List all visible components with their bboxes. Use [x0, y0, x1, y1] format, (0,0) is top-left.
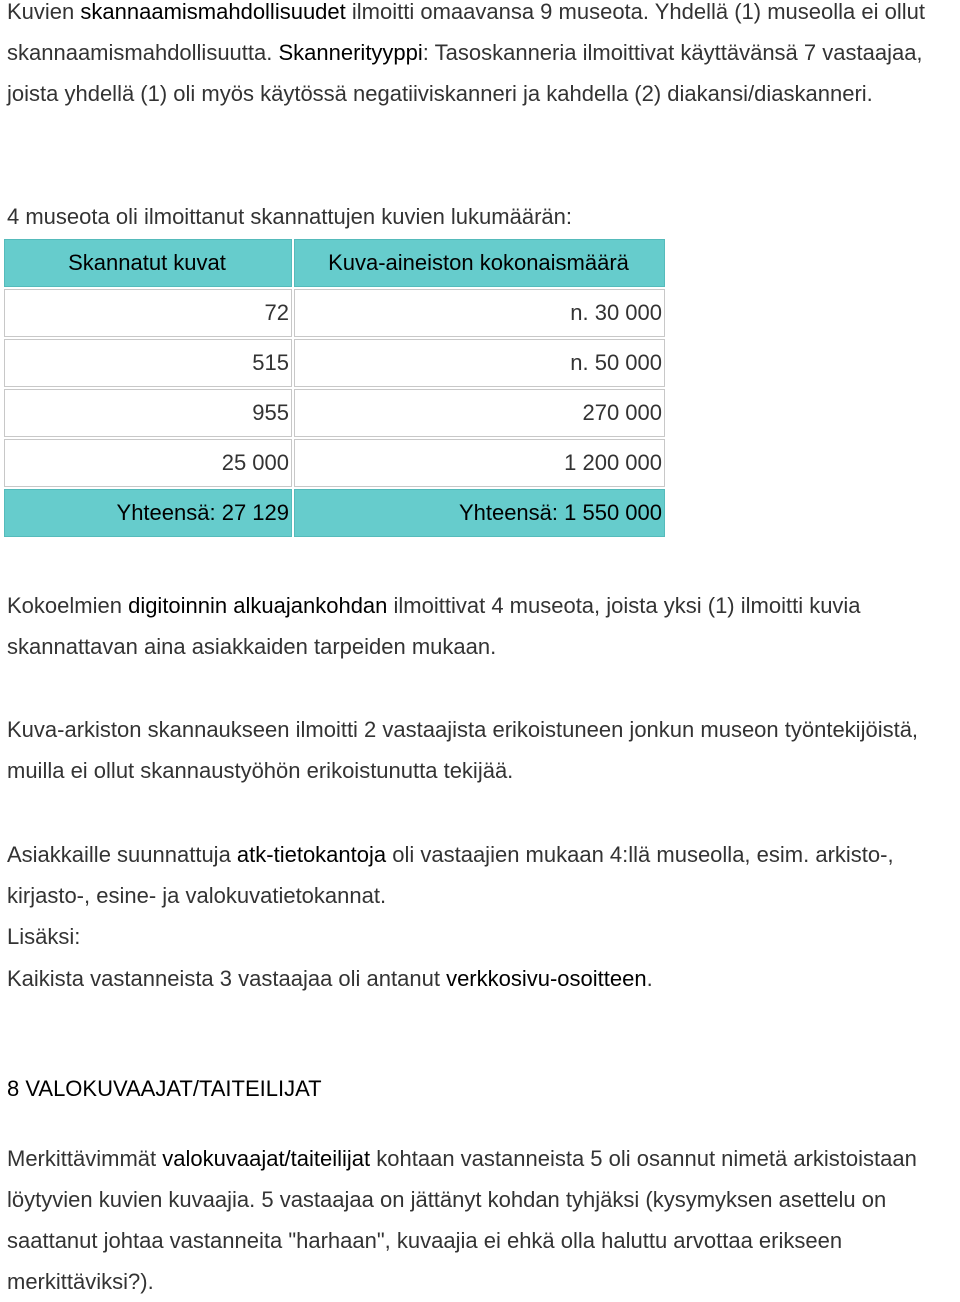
table-cell: 270 000: [294, 389, 665, 437]
text: Merkittävimmät: [7, 1146, 163, 1171]
highlighted-term: valokuvaajat/taiteilijat: [162, 1146, 371, 1171]
highlighted-term: digitoinnin alkuajankohdan: [128, 593, 388, 618]
table-cell: 515: [4, 339, 292, 387]
text: .: [646, 966, 653, 991]
table-row: [4, 289, 665, 337]
text: Kokoelmien: [7, 593, 129, 618]
text: ilmoitti omaavansa 9 museota. Yhdellä (1) museolla ei ollut skannaamismahdollisuutta.: [7, 0, 925, 65]
table-row: [4, 389, 665, 437]
highlighted-term: skannaamismahdollisuudet: [80, 0, 346, 24]
text: oli vastaajien mukaan 4:llä museolla, esim. arkisto-, kirjasto-, esine- ja valokuvatietokannat.: [7, 842, 894, 908]
table-header-cell: Skannatut kuvat: [4, 239, 292, 287]
table-cell: n. 50 000: [294, 339, 665, 387]
table-cell: 955: [4, 389, 292, 437]
section-heading: 8 VALOKUVAAJAT/TAITEILIJAT: [7, 1076, 322, 1101]
text: kohtaan vastanneista 5 oli osannut nimetä arkistoistaan löytyvien kuvien kuvaajia. 5 vastaajaa on jättänyt kohdan tyhjäksi (kysymyksen asettelu on saattanut johtaa vastanneita "harhaan", kuvaajia ei ehkä olla haluttu arvottaa erikseen merkittäviksi?).: [7, 1146, 917, 1294]
table-cell: 25 000: [4, 439, 292, 487]
text: Lisäksi:: [7, 924, 81, 949]
table-cell: 72: [4, 289, 292, 337]
text: : Tasoskanneria ilmoittivat käyttävänsä 7 vastaajaa, joista yhdellä (1) oli myös käytössä negatiiviskanneri ja kahdella (2) diakansi/diaskanneri.: [7, 40, 923, 106]
paragraph-scanning-staff: Kuva-arkiston skannaukseen ilmoitti 2 vastaajista erikoistuneen jonkun museon työntekijöistä, muilla ei ollut skannaustyöhön erikoistunutta tekijää.: [7, 717, 919, 783]
table-header-cell: Kuva-aineiston kokonaismäärä: [294, 239, 665, 287]
text: Kaikista vastanneista 3 vastaajaa oli antanut: [7, 966, 447, 991]
table-total-cell: Yhteensä: 27 129: [4, 489, 292, 537]
table-header-row: [4, 239, 665, 287]
table-total-cell: Yhteensä: 1 550 000: [294, 489, 665, 537]
text: Kuvien: [7, 0, 81, 24]
paragraph-digitization: [7, 585, 957, 667]
table-row: [4, 439, 665, 487]
highlighted-term: atk-tietokantoja: [236, 842, 387, 867]
table-cell: 1 200 000: [294, 439, 665, 487]
highlighted-term: Skannerityyppi: [278, 40, 423, 65]
paragraph-photographers: [7, 1138, 957, 1302]
highlighted-term: verkkosivu-osoitteen: [446, 966, 647, 991]
text: ilmoittivat 4 museota, joista yksi (1) ilmoitti kuvia skannattavan aina asiakkaiden tarpeiden mukaan.: [7, 593, 861, 659]
paragraph-table-intro: 4 museota oli ilmoittanut skannattujen kuvien lukumäärän:: [7, 204, 572, 229]
paragraph-databases: [7, 834, 957, 957]
table-total-row: [4, 489, 665, 537]
scanned-images-table: [2, 237, 667, 539]
paragraph-scanning: [7, 0, 957, 114]
paragraph-websites: [7, 958, 957, 999]
text: Asiakkaille suunnattuja: [7, 842, 237, 867]
table-cell: n. 30 000: [294, 289, 665, 337]
table-row: [4, 339, 665, 387]
